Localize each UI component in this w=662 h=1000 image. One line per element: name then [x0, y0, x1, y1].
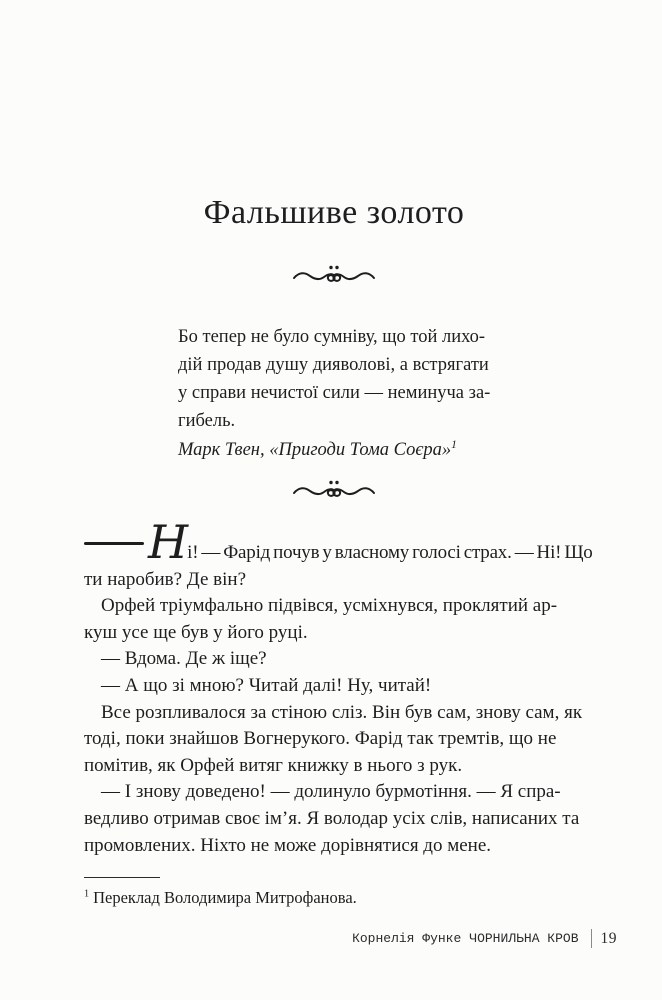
page-number: 19 [600, 929, 617, 947]
text-line: тоді, поки знайшов Вогнерукого. Фарід так тремтів, що не [84, 728, 557, 750]
text-line [84, 515, 593, 569]
text-line: промовлених. Ніхто не може дорівнятися до мене. [84, 834, 492, 856]
text-line: — І знову доведено! — долинуло бурмотіння. — Я спра- [101, 781, 561, 803]
decorative-initial: Н [148, 515, 188, 569]
footer-book-title: ЧОРНИЛЬНА КРОВ [469, 931, 579, 946]
footnote [84, 887, 584, 909]
flourish-divider-icon [84, 478, 584, 504]
text-line: ти наробив? Де він? [84, 568, 247, 590]
text-line: помітив, як Орфей витяг книжку в нього з рук. [84, 754, 463, 776]
chapter-title: Фальшиве золото [203, 194, 465, 231]
footnote-reference: 1 [451, 438, 457, 451]
paragraph [84, 646, 584, 673]
epigraph-attribution [178, 436, 584, 464]
paragraph [84, 779, 584, 859]
footnote-marker: 1 [84, 888, 90, 900]
line-text: і! — Фарід почув у власному голосі страх. — Ні! Що [187, 542, 593, 563]
footnote-separator [84, 877, 160, 878]
epigraph-line: Бо тепер не було сумніву, що той лихо- [178, 327, 486, 347]
paragraph [84, 515, 593, 593]
attribution-text: Марк Твен, «Пригоди Тома Соєра» [178, 440, 452, 460]
footer-author: Корнелія Функе [352, 931, 462, 946]
text-line: Орфей тріумфально підвівся, усміхнувся, проклятий ар- [101, 595, 558, 617]
epigraph-line: дій продав душу дияволові, а встрягати [178, 355, 489, 375]
text-line: ведливо отримав своє ім’я. Я володар усіх слів, написаних та [84, 807, 580, 829]
text-line: куш усе ще був у його руці. [84, 621, 308, 643]
paragraph [84, 593, 584, 646]
epigraph-line: гибель. [178, 411, 236, 431]
body-text [84, 515, 593, 859]
em-dash [84, 542, 144, 545]
paragraph [84, 700, 584, 780]
epigraph-line: у справи нечистої сили — неминуча за- [178, 383, 491, 403]
text-line: Все розпливалося за стіною сліз. Він був сам, знову сам, як [101, 701, 583, 723]
flourish-divider-icon [84, 263, 584, 289]
running-footer [352, 929, 617, 948]
text-line: — Вдома. Де ж іще? [101, 648, 267, 670]
paragraph [84, 673, 584, 700]
footer-divider [591, 929, 592, 948]
text-line: — А що зі мною? Читай далі! Ну, читай! [101, 674, 432, 696]
epigraph [178, 323, 584, 464]
footnote-text: Переклад Володимира Митрофанова. [93, 888, 357, 908]
